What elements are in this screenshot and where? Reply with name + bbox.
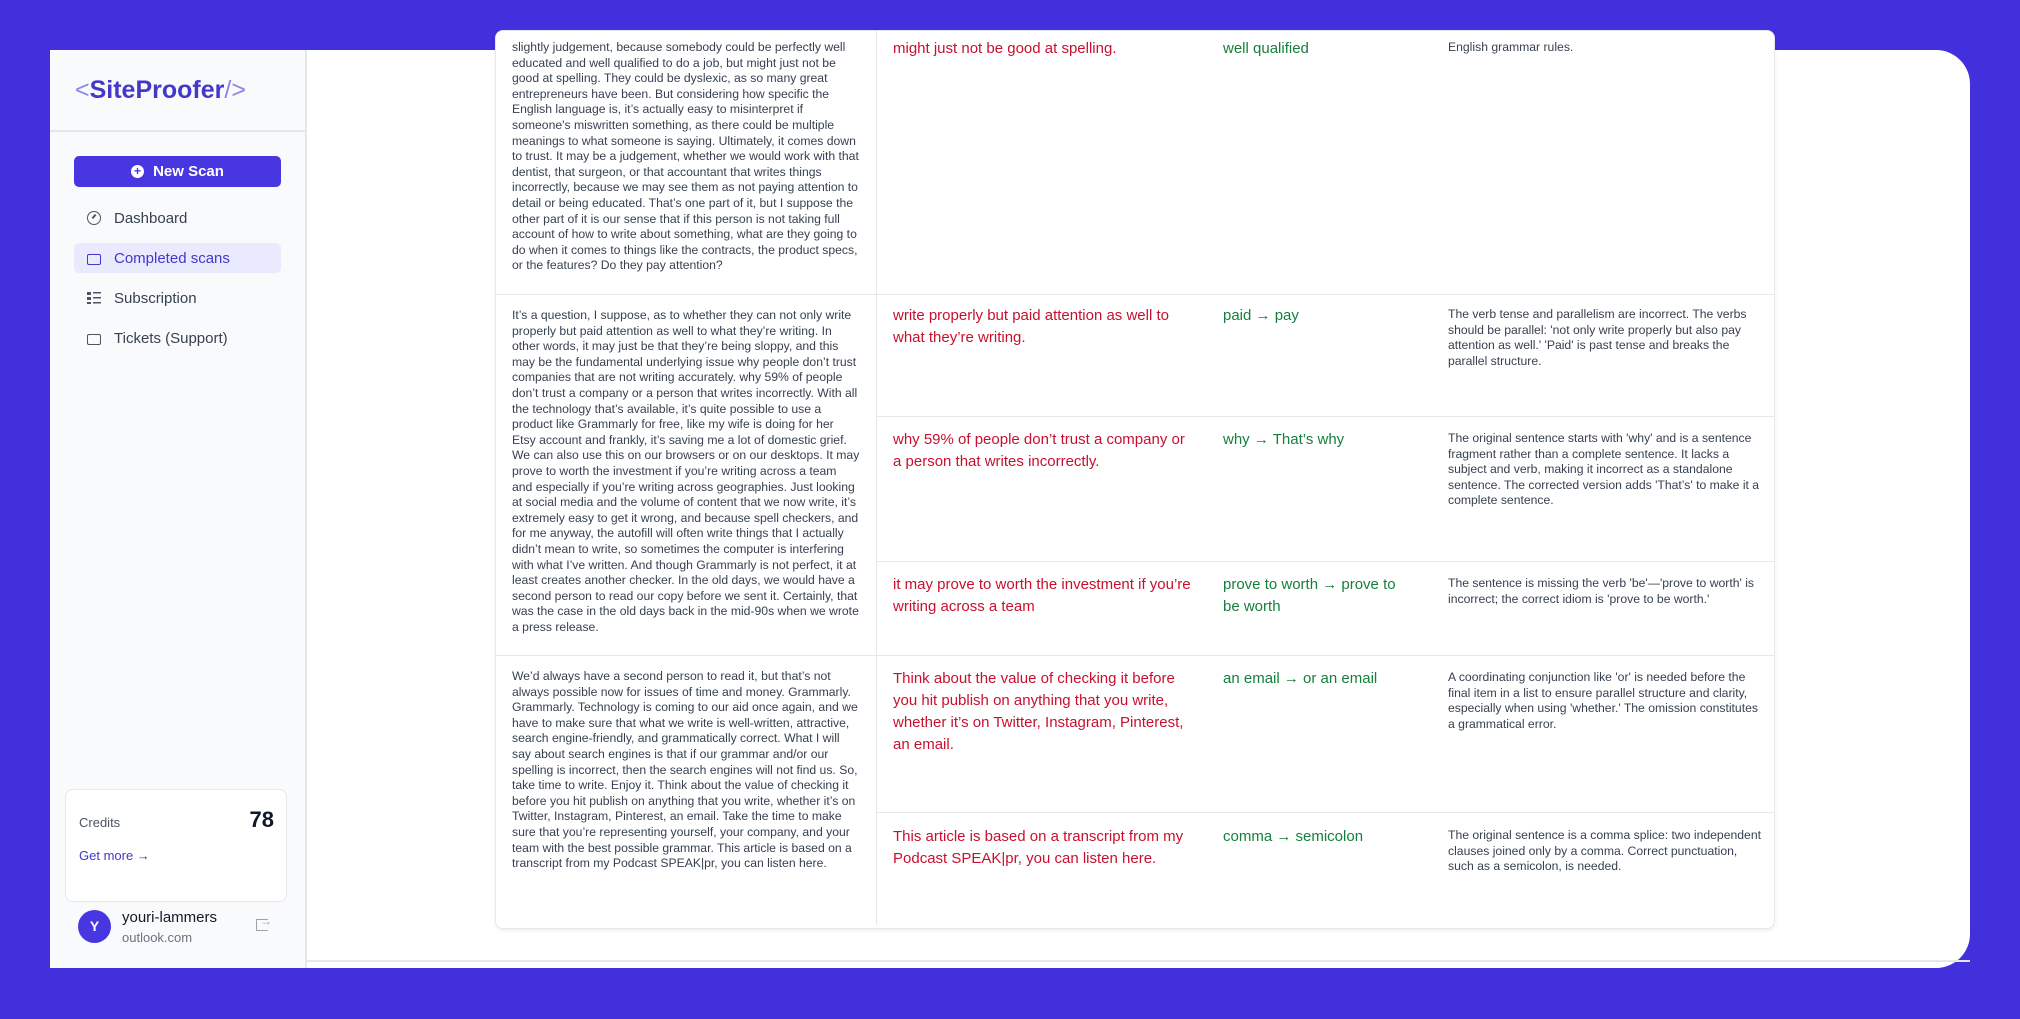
sidebar-item-tickets[interactable]: [74, 323, 281, 353]
logo[interactable]: [50, 50, 305, 132]
error-text: write properly but paid attention as well to what they’re writing.: [893, 307, 1169, 346]
new-scan-label: New Scan: [153, 163, 224, 180]
explanation-text: The original sentence starts with 'why' and is a sentence fragment rather than a complete sentence. It lacks a subject and verb, making it incorrect as a standalone sentence. The corrected version adds 'That’s' to make it a complete sentence.: [1448, 431, 1760, 507]
table-row: [496, 655, 1774, 925]
fix-text: why → That’s why: [1223, 431, 1345, 448]
user-profile: [78, 905, 288, 955]
error-text: why 59% of people don’t trust a company or a person that writes incorrectly.: [893, 431, 1185, 470]
sidebar-item-label: Dashboard: [114, 209, 188, 227]
fix-text: paid → pay: [1223, 307, 1299, 324]
scan-results-table: [495, 30, 1775, 929]
original-text: It’s a question, I suppose, as to whether they can not only write properly but paid attention as well to what they’re writing. In other words, it may just be that they’re being sloppy, and this may be the fundamental underlying issue why people don’t trust companies that are not writing accurately. why 59% of people don’t trust a company or a person that writes incorrectly. With all the technology that’s available, it’s quite possible to use a product like Grammarly for free, like my wife is doing for her Etsy account and frankly, it’s saving me a lot of domestic grief. We can also use this on our browsers or on our desktops. It may prove to worth the investment if you’re writing across a team and especially if you’re writing across geographies. Just looking at social media and the volume of content that we now write, it’s extremely easy to get it wrong, and because spell checkers, and for me anyway, the autofill will often write things that I actually didn’t mean to write, so sometimes the computer is interfering with what I’ve written. And though Grammarly is not perfect, it at least creates another checker. In the old days, we would have a second person to read our copy before we sent it. Certainly, that was the case in the old days back in the mid-90s when we wrote a press release.: [512, 308, 860, 634]
plus-circle-icon: +: [131, 165, 144, 178]
explanation-text: The verb tense and parallelism are incorrect. The verbs should be parallel: 'not only write properly but also pay attention as well.' 'Paid' is past tense and breaks the parallel structure.: [1448, 307, 1747, 368]
error-text: it may prove to worth the investment if you’re writing across a team: [893, 576, 1191, 615]
dashboard-icon: [87, 211, 101, 225]
app-window: [50, 40, 1970, 968]
sidebar-item-label: Completed scans: [114, 249, 230, 267]
main-content: [307, 40, 1970, 968]
issue-row: [877, 812, 1774, 925]
issue-row: [877, 561, 1774, 655]
original-text-cell: [496, 294, 877, 655]
sidebar-item-label: Tickets (Support): [114, 329, 228, 347]
issue-row: [877, 294, 1774, 416]
fix-text: prove to worth → prove to be worth: [1223, 576, 1396, 615]
error-text: This article is based on a transcript from my Podcast SPEAK|pr, you can listen here.: [893, 828, 1184, 867]
folder-icon: [87, 254, 101, 265]
logo-bracket-open: <: [75, 75, 90, 104]
explanation-text: The original sentence is a comma splice: two independent clauses joined only by a comma. Correct punctuation, such as a semicolon, is needed.: [1448, 828, 1761, 873]
get-more-link[interactable]: Get more →: [79, 848, 150, 863]
issue-row: [877, 416, 1774, 561]
sidebar-item-dashboard[interactable]: [74, 203, 281, 233]
logout-icon[interactable]: [256, 919, 268, 931]
original-text: We’d always have a second person to read it, but that’s not always possible now for issues of time and money. Grammarly. Grammarly. Technology is coming to our aid once again, and we have to make sure that what we write is well-written, attractive, search engine-friendly, and grammatically correct. What I will say about search engines is that if our grammar and/or our spelling is incorrect, then the search engines will not find us. So, take time to write. Enjoy it. Think about the value of checking it before you hit publish on anything that you write, whether it’s on Twitter, Instagram, Pinterest, an email. Take the time to make sure that you’re representing yourself, your company, and your team with the best possible grammar. This article is based on a transcript from my Podcast SPEAK|pr, you can listen here.: [512, 669, 858, 871]
credits-card: [65, 789, 287, 902]
fix-text: comma → semicolon: [1223, 828, 1364, 845]
ticket-icon: [87, 334, 101, 345]
credits-value: 78: [249, 807, 274, 832]
credits-label: Credits: [79, 815, 121, 830]
error-text: might just not be good at spelling.: [893, 40, 1117, 57]
original-text: slightly judgement, because somebody could be perfectly well educated and well qualified to do a job, but might just not be good at spelling. They could be dyslexic, as so many great entrepreneurs have been. But considering how specific the English language is, it’s actually easy to misinterpret if someone's miswritten something, as there could be multiple meanings to what someone is saying. Ultimately, it comes down to trust. It may be a judgement, whether we would work with that dentist, that surgeon, or that accountant that writes things incorrectly, because we may see them as not paying attention to detail or being educated. That’s one part of it, but I suppose the other part of it is our sense that if this person is not taking full account of how to write about something, what are they going to do when it comes to things like the contracts, the product specs, or the features? Do they pay attention?: [512, 40, 859, 273]
sidebar-item-completed-scans[interactable]: [74, 243, 281, 273]
sidebar-item-subscription[interactable]: [74, 283, 281, 313]
explanation-text: English grammar rules.: [1448, 40, 1574, 54]
explanation-text: A coordinating conjunction like 'or' is needed before the final item in a list to ensure parallel structure and clarity, especially when using 'whether.' The omission constitutes a grammatical error.: [1448, 670, 1758, 731]
user-name: youri-lammers: [122, 909, 218, 926]
fix-text: well qualified: [1223, 40, 1309, 57]
user-email: outlook.com: [122, 930, 193, 945]
fix-text: an email → or an email: [1223, 670, 1378, 687]
main-bottom-border: [307, 960, 1970, 962]
new-scan-button[interactable]: [74, 156, 281, 187]
sidebar-item-label: Subscription: [114, 289, 197, 307]
original-text-cell: [496, 655, 877, 925]
issue-row: [877, 31, 1774, 294]
list-icon: [87, 291, 101, 305]
table-row: [496, 294, 1774, 656]
logo-bracket-close: />: [224, 75, 246, 104]
original-text-cell: [496, 31, 877, 294]
issue-row: [877, 655, 1774, 812]
sidebar: [50, 50, 307, 968]
logo-name: SiteProofer: [89, 75, 225, 104]
explanation-text: The sentence is missing the verb 'be'—'prove to worth' is incorrect; the correct idiom is 'prove to be worth.': [1448, 576, 1755, 606]
sidebar-nav: [74, 203, 281, 363]
table-row: [496, 31, 1774, 295]
error-text: Think about the value of checking it before you hit publish on anything that you write, whether it’s on Twitter, Instagram, Pinterest, an email.: [893, 670, 1184, 753]
avatar[interactable]: Y: [78, 910, 111, 943]
